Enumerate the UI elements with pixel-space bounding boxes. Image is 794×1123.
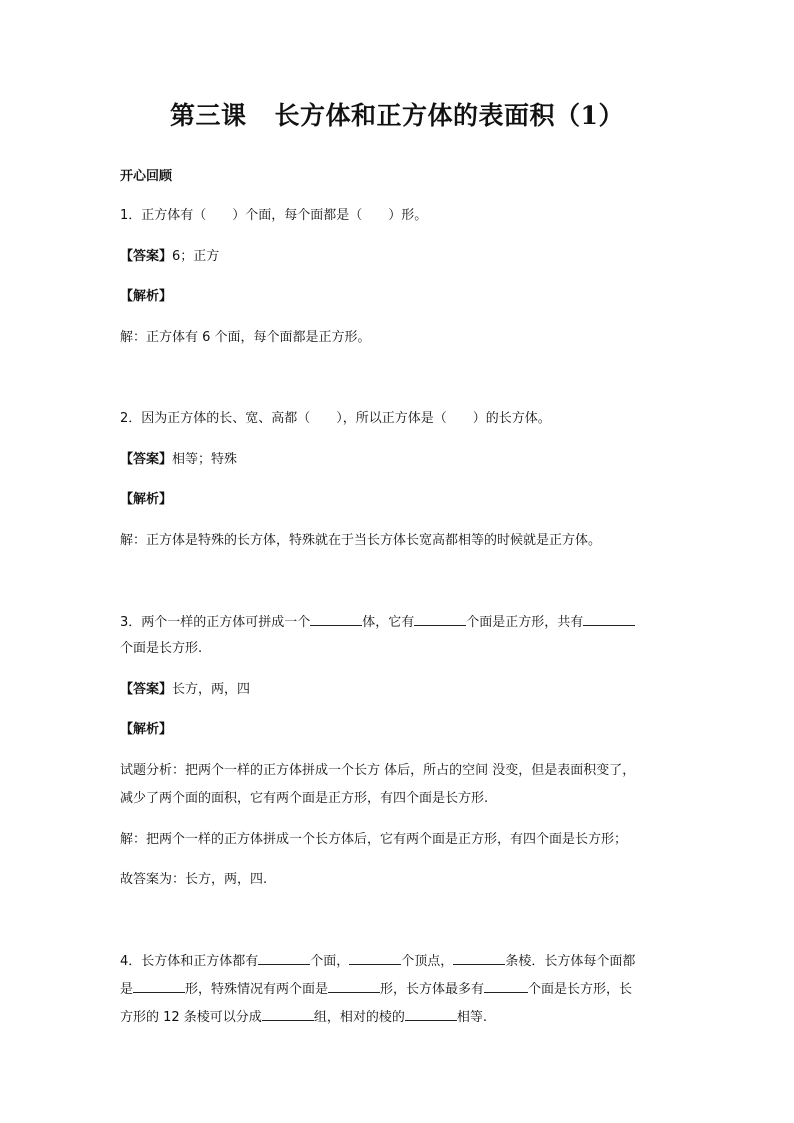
q3-blank-2: [414, 613, 466, 626]
q4-blank-edges: [453, 952, 505, 965]
title-topic: 长方体和正方体的表面积（1）: [274, 101, 624, 130]
q3-answer: 长方，两，四: [172, 682, 251, 697]
q3-blank-3: [583, 613, 635, 626]
q2-question: 2．因为正方体的长、宽、高都（ ），所以正方体是（ ）的长方体。: [120, 411, 551, 426]
q4-l2-part4: 个面是长方形，长: [528, 982, 633, 997]
q4-l3-part1: 方形的 12 条棱可以分成: [120, 1010, 262, 1025]
q4-l1-part1: 4．长方体和正方体都有: [120, 954, 259, 969]
q1-question: 1．正方体有（ ）个面，每个面都是（ ）形。: [120, 208, 428, 223]
q4-blank-max-faces: [484, 980, 528, 993]
q4-l1-part4: 条棱．长方体每个面都: [505, 954, 636, 969]
q1-answer: 6；正方: [172, 249, 220, 264]
q3-analysis-line2: 减少了两个面的面积，它有两个面是正方形，有四个面是长方形.: [120, 791, 489, 806]
q4-blank-face-shape: [133, 980, 185, 993]
q4-l3-part3: 相等.: [456, 1010, 487, 1025]
q3-answer-line: [120, 681, 690, 699]
q2-answer-label: 【答案】: [120, 452, 173, 467]
q1-answer-line: [120, 248, 690, 266]
q2-answer: 相等；特殊: [172, 452, 238, 467]
q3-answer-label: 【答案】: [120, 682, 173, 697]
q4-l2-part2: 形，特殊情况有两个面是: [185, 982, 329, 997]
q4-l3-part2: 组，相对的棱的: [313, 1010, 405, 1025]
q4-line3: [120, 1008, 690, 1027]
q4-l1-part2: 个面，: [310, 954, 350, 969]
q4-l2-part1: 是: [120, 982, 134, 997]
q4-blank-faces: [258, 952, 310, 965]
q3-solution: 解：把两个一样的正方体拼成一个长方体后，它有两个面是正方形，有四个面是长方形；: [120, 832, 628, 847]
q4-blank-special-shape: [328, 980, 380, 993]
q4-line2: [120, 980, 690, 999]
q3-conclusion: 故答案为：长方，两，四.: [120, 872, 268, 887]
q4-l2-part3: 形，长方体最多有: [380, 982, 485, 997]
q2-answer-line: [120, 451, 690, 469]
title-lesson: 第三课: [170, 101, 247, 130]
q3-question-line2: 个面是长方形.: [120, 641, 203, 656]
q4-line1: [120, 952, 690, 971]
q4-blank-opposite-edges: [405, 1008, 457, 1021]
q1-answer-label: 【答案】: [120, 249, 173, 264]
q3-part3: 个面是正方形，共有: [466, 615, 584, 630]
q4-l1-part3: 个顶点，: [401, 954, 454, 969]
q3-blank-1: [310, 613, 362, 626]
section-heading: 开心回顾: [120, 169, 173, 184]
q3-analysis-label: 【解析】: [120, 722, 173, 737]
q3-question-line1: [120, 613, 690, 632]
q3-part1: 3．两个一样的正方体可拼成一个: [120, 615, 311, 630]
q2-analysis-label: 【解析】: [120, 492, 173, 507]
q4-blank-vertices: [349, 952, 401, 965]
q3-part2: 体，它有: [362, 615, 415, 630]
q1-solution: 解：正方体有 6 个面，每个面都是正方形。: [120, 330, 371, 345]
q1-analysis-label: 【解析】: [120, 289, 173, 304]
q4-blank-groups: [262, 1008, 314, 1021]
page-title: [0, 96, 794, 132]
q3-analysis-line1: 试题分析：把两个一样的正方体拼成一个长方 体后，所占的空间 没变，但是表面积变了，: [120, 763, 636, 778]
q2-solution: 解：正方体是特殊的长方体，特殊就在于当长方体长宽高都相等的时候就是正方体。: [120, 533, 602, 548]
